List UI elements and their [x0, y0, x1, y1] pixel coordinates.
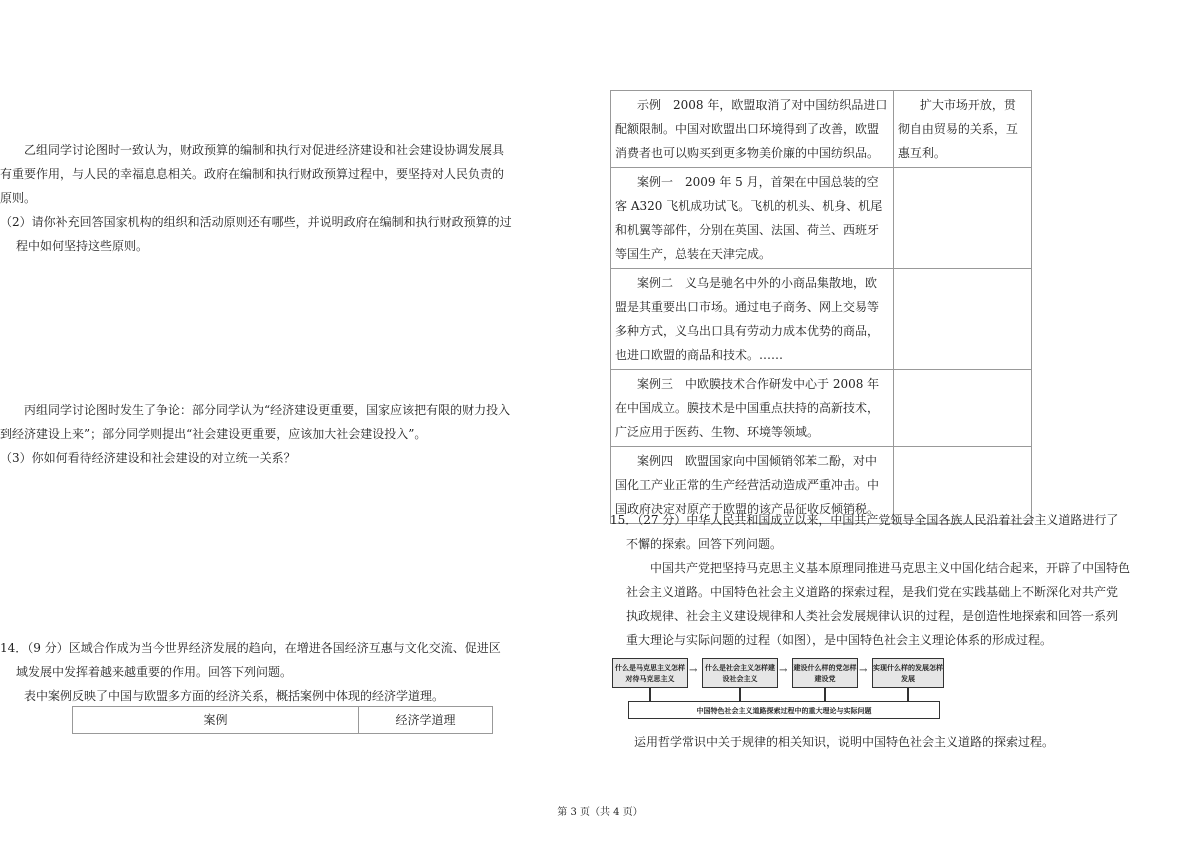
group-b-line-1: 乙组同学讨论图时一致认为，财政预算的编制和执行对促进经济建设和社会建设协调发展具 [24, 143, 505, 157]
table-row [611, 370, 1032, 447]
principle-2-blank [893, 269, 1031, 370]
diagram-box-development: 实现什么样的发展怎样发展 [872, 658, 944, 688]
table-row [611, 168, 1032, 269]
question-14-intro: 表中案例反映了中国与欧盟多方面的经济关系，概括案例中体现的经济学道理。 [24, 689, 445, 703]
page-footer: 第 3 页（共 4 页） [557, 807, 643, 818]
question-15-line-2: 不懈的探索。回答下列问题。 [626, 537, 783, 551]
case-4: 案例四 欧盟国家向中国倾销邻苯二酚，对中国化工产业正常的生产经营活动造成严重冲击。中国政府决定对原产于欧盟的该产品征收反倾销税。 [615, 454, 880, 516]
table-row [611, 91, 1032, 168]
header-principle: 经济学道理 [359, 707, 493, 734]
q15-para-line-4: 重大理论与实际问题的过程（如图），是中国特色社会主义理论体系的形成过程。 [626, 633, 1053, 647]
connector-line [739, 687, 741, 701]
question-14-line-1: 14．（9 分）区域合作成为当今世界经济发展的趋向，在增进各国经济互惠与文化交流、促进区 [0, 641, 501, 655]
question-2-line-1: （2）请你补充回答国家机构的组织和活动原则还有哪些，并说明政府在编制和执行财政预算的过 [0, 215, 512, 229]
case-header-table [72, 706, 493, 734]
connector-line [649, 687, 651, 701]
group-c-line-2: 到经济建设上来”；部分同学则提出“社会建设更重要，应该加大社会建设投入”。 [0, 427, 427, 441]
principle-1-blank [893, 168, 1031, 269]
q15-para-line-1: 中国共产党把坚持马克思主义基本原理同推进马克思主义中国化结合起来，开辟了中国特色 [650, 561, 1131, 575]
header-case: 案例 [73, 707, 359, 734]
connector-line [907, 687, 909, 701]
diagram-box-party: 建设什么样的党怎样建设党 [792, 658, 858, 688]
group-b-line-2: 有重要作用，与人民的幸福息息相关。政府在编制和执行财政预算过程中，要坚持对人民负责的 [0, 167, 505, 181]
q15-para-line-2: 社会主义道路。中国特色社会主义道路的探索过程，是我们党在实践基础上不断深化对共产党 [626, 585, 1119, 599]
table-row [611, 269, 1032, 370]
arrow-right-icon: → [689, 665, 698, 676]
connector-line [824, 687, 826, 701]
case-1: 案例一 2009 年 5 月，首架在中国总装的空客 A320 飞机成功试飞。飞机的机头、机身、机尾和机翼等部件，分别在英国、法国、荷兰、西班牙等国生产，总装在天津完成。 [615, 175, 883, 261]
group-c-line-1: 丙组同学讨论图时发生了争论：部分同学认为“经济建设更重要，国家应该把有限的财力投入 [24, 403, 511, 417]
case-example: 示例 2008 年，欧盟取消了对中国纺织品进口配额限制。中国对欧盟出口环境得到了改善，欧盟消费者也可以购买到更多物美价廉的中国纺织品。 [615, 98, 888, 160]
group-b-line-3: 原则。 [0, 191, 37, 205]
case-3: 案例三 中欧膜技术合作研发中心于 2008 年在中国成立。膜技术是中国重点扶持的高新技术，广泛应用于医药、生物、环境等领域。 [615, 377, 880, 439]
principle-example: 扩大市场开放，贯彻自由贸易的关系，互惠互利。 [897, 98, 1018, 160]
diagram-box-bottom: 中国特色社会主义道路探索过程中的重大理论与实际问题 [628, 701, 940, 719]
q15-para-line-3: 执政规律、社会主义建设规律和人类社会发展规律认识的过程，是创造性地探索和回答一系列 [626, 609, 1119, 623]
question-15-prompt: 运用哲学常识中关于规律的相关知识，说明中国特色社会主义道路的探索过程。 [634, 735, 1055, 749]
exploration-diagram [612, 656, 952, 722]
question-3: （3）你如何看待经济建设和社会建设的对立统一关系？ [0, 451, 296, 465]
diagram-box-socialism: 什么是社会主义怎样建设社会主义 [702, 658, 778, 688]
question-2-line-2: 程中如何坚持这些原则。 [16, 239, 149, 253]
diagram-box-marxism: 什么是马克思主义怎样对待马克思主义 [612, 658, 688, 688]
principle-3-blank [893, 370, 1031, 447]
arrow-right-icon: → [779, 665, 788, 676]
question-14-line-2: 域发展中发挥着越来越重要的作用。回答下列问题。 [16, 665, 293, 679]
arrow-right-icon: → [859, 665, 868, 676]
case-2: 案例二 义乌是驰名中外的小商品集散地，欧盟是其重要出口市场。通过电子商务、网上交易等多种方式，义乌出口具有劳动力成本优势的商品，也进口欧盟的商品和技术。…… [615, 276, 880, 362]
question-15-line-1: 15．（27 分）中华人民共和国成立以来，中国共产党领导全国各族人民沿着社会主义道路进行了 [610, 513, 1119, 527]
case-table [610, 90, 1032, 524]
